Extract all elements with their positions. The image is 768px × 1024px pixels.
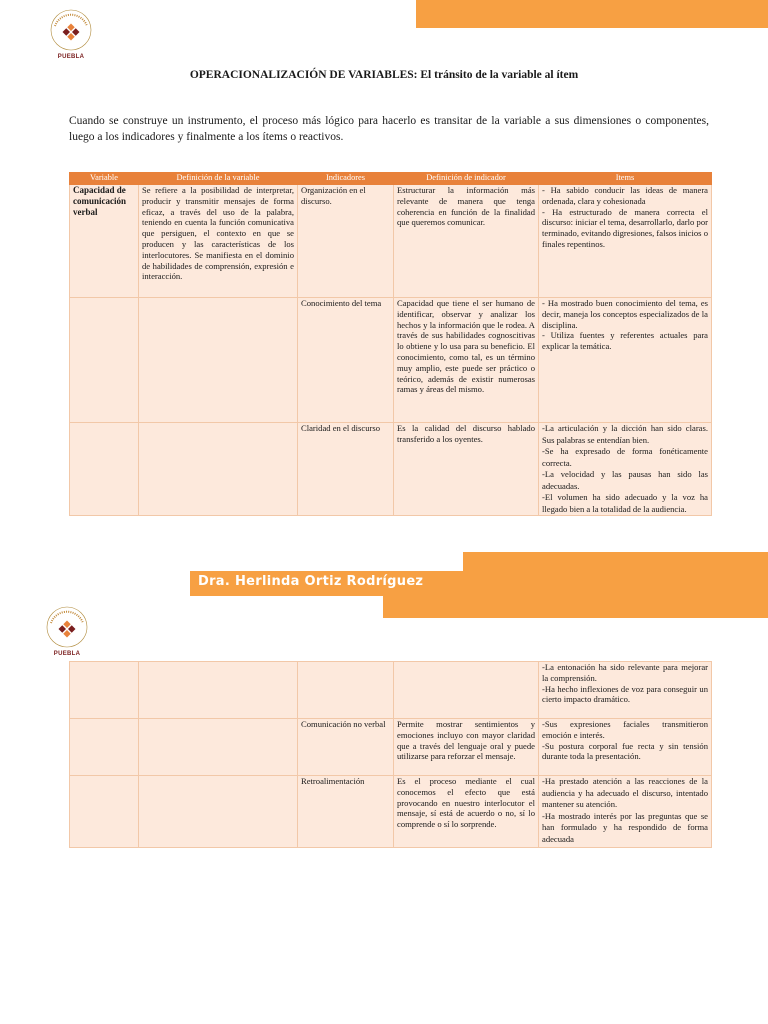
indicator-cell: Conocimiento del tema <box>298 298 394 423</box>
item-text: -La velocidad y las pausas han sido las adecuadas. <box>542 469 708 491</box>
variable-cell <box>70 776 139 848</box>
indicator-cell: Comunicación no verbal <box>298 719 394 776</box>
university-caption: PUEBLA <box>57 54 85 60</box>
header-items: Items <box>539 173 712 185</box>
item-text: -El volumen ha sido adecuado y la voz ha llegado bien a la totalidad de la audiencia. <box>542 492 708 514</box>
indicator-cell: Claridad en el discurso <box>298 423 394 516</box>
table-row <box>70 719 712 776</box>
table-row <box>70 185 712 298</box>
author-band-lower <box>383 596 768 618</box>
variable-definition-cell <box>139 719 298 776</box>
header-variable: Variable <box>70 173 139 185</box>
item-text: -Ha mostrado interés por las preguntas que se han formulado y ha respondido de forma adecuada <box>542 810 708 844</box>
items-cell <box>539 423 712 516</box>
page-title: OPERACIONALIZACIÓN DE VARIABLES: El tránsito de la variable al ítem <box>189 69 579 81</box>
item-text: - Ha sabido conducir las ideas de manera ordenada, clara y cohesionada <box>542 185 708 206</box>
items-cell <box>539 662 712 719</box>
variable-cell <box>70 719 139 776</box>
indicator-definition-cell <box>394 662 539 719</box>
university-seal-icon <box>49 8 93 52</box>
variable-cell <box>70 662 139 719</box>
item-text: -Ha prestado atención a las reacciones de la audiencia y ha adecuado el discurso, intentado mantener su atención. <box>542 776 708 809</box>
header-variable-definition: Definición de la variable <box>139 173 298 185</box>
item-text: -La entonación ha sido relevante para mejorar la comprensión. <box>542 662 708 683</box>
indicator-definition-cell: Capacidad que tiene el ser humano de identificar, observar y analizar los hechos y la información que le rodea. A través de sus habilidades cognoscitivas lo obtiene y lo usa para su beneficio. El conocimiento, como tal, es un término muy amplio, este puede ser práctico o teórico, además de existir numerosas ramas y áreas del mismo. <box>394 298 539 423</box>
header-indicators: Indicadores <box>298 173 394 185</box>
author-name: Dra. Herlinda Ortiz Rodríguez <box>198 574 424 589</box>
header-indicator-definition: Definición de indicador <box>394 173 539 185</box>
item-text: -Ha hecho inflexiones de voz para conseguir un cierto impacto dramático. <box>542 683 708 705</box>
item-text: -La articulación y la dicción han sido claras. Sus palabras se entendían bien. <box>542 423 708 445</box>
operationalization-table <box>69 172 712 516</box>
indicator-definition-cell: Es la calidad del discurso hablado transferido a los oyentes. <box>394 423 539 516</box>
author-band-upper <box>463 552 768 571</box>
variable-cell <box>70 423 139 516</box>
table-row <box>70 298 712 423</box>
indicator-definition-cell: Estructurar la información más relevante de manera que tenga coherencia en función de la finalidad que queremos comunicar. <box>394 185 539 298</box>
item-text: - Ha mostrado buen conocimiento del tema, es decir, maneja los conceptos especializados de la disciplina. <box>542 298 708 330</box>
items-cell <box>539 719 712 776</box>
variable-cell: Capacidad de comunicación verbal <box>70 185 139 298</box>
items-cell <box>539 185 712 298</box>
item-text: - Ha estructurado de manera correcta el discurso: iniciar el tema, desarrollarlo, darlo por terminado, evitando digresiones, falsos inicios o finales repentinos. <box>542 206 708 249</box>
indicator-cell: Retroalimentación <box>298 776 394 848</box>
items-cell <box>539 298 712 423</box>
indicator-definition-cell: Es el proceso mediante el cual conocemos el efecto que está provocando en nuestro interlocutor el mensaje, sí está de acuerdo o no, sí lo comprende o sí lo sorprende. <box>394 776 539 848</box>
variable-definition-cell <box>139 298 298 423</box>
university-caption: PUEBLA <box>53 651 81 657</box>
variable-definition-cell <box>139 662 298 719</box>
table-row <box>70 662 712 719</box>
indicator-cell <box>298 662 394 719</box>
intro-paragraph: Cuando se construye un instrumento, el proceso más lógico para hacerlo es transitar de la variable a sus dimensiones o componentes, luego a los indicadores y finalmente a los ítems o reactivos. <box>69 115 709 143</box>
operationalization-table-continued <box>69 661 712 848</box>
university-logo-page2 <box>40 605 94 657</box>
variable-definition-cell <box>139 776 298 848</box>
indicator-cell: Organización en el discurso. <box>298 185 394 298</box>
university-seal-icon <box>45 605 89 649</box>
table-row <box>70 776 712 848</box>
table-header-row <box>70 173 712 185</box>
item-text: -Se ha expresado de forma fonéticamente correcta. <box>542 446 708 468</box>
item-text: -Sus expresiones faciales transmitieron emoción e interés. <box>542 719 708 740</box>
item-text: - Utiliza fuentes y referentes actuales para explicar la temática. <box>542 330 708 352</box>
items-cell <box>539 776 712 848</box>
variable-definition-cell <box>139 423 298 516</box>
author-band <box>190 571 768 596</box>
university-logo <box>44 8 98 60</box>
variable-cell <box>70 298 139 423</box>
item-text: -Su postura corporal fue recta y sin tensión durante toda la presentación. <box>542 740 708 762</box>
indicator-definition-cell: Permite mostrar sentimientos y emociones incluyo con mayor claridad que a través del lenguaje oral y puede utilizarse para reforzar el mensaje. <box>394 719 539 776</box>
table-row <box>70 423 712 516</box>
variable-definition-cell: Se refiere a la posibilidad de interpretar, producir y transmitir mensajes de forma eficaz, a través del uso de la palabra, teniendo en cuenta la función comunicativa que persiguen, el contexto en que se producen y las características de los interlocutores. Se manifiesta en el dominio de habilidades de comprensión, expresión e interacción. <box>139 185 298 298</box>
top-orange-bar <box>416 0 768 28</box>
